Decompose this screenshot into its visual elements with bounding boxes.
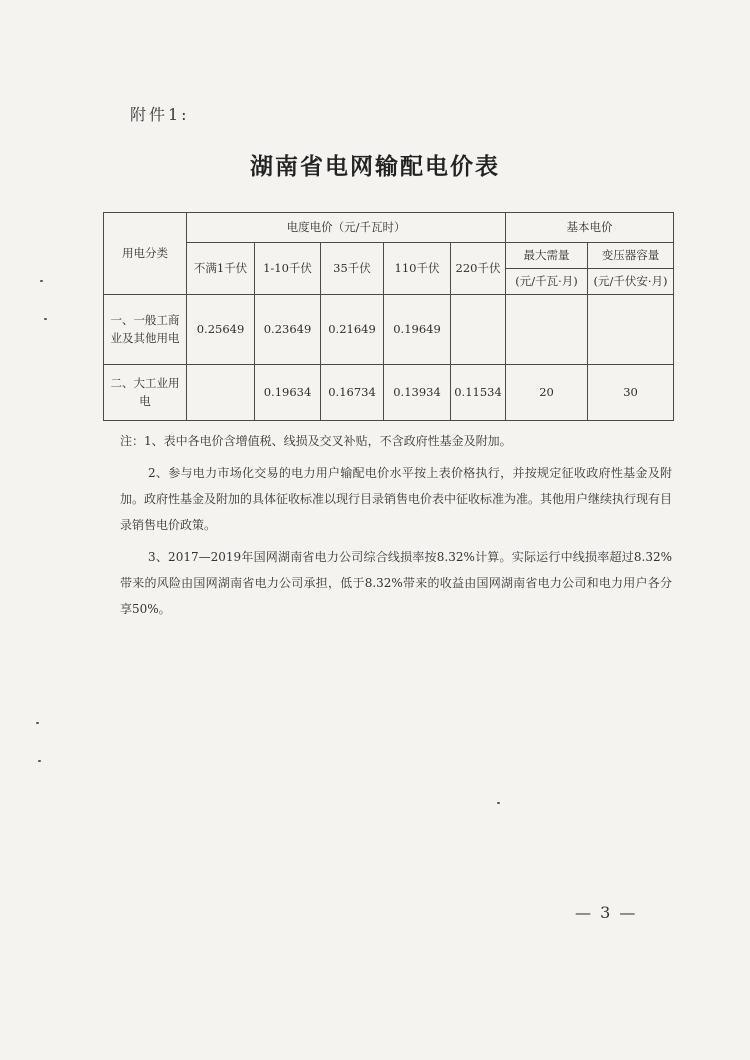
note-item: 3、2017—2019年国网湖南省电力公司综合线损率按8.32%计算。实际运行中线损率超过8.32%带来的风险由国网湖南省电力公司承担，低于8.32%带来的收益由国网湖南省电力公司和电力用户各分享50%。 [120, 550, 672, 616]
voltage-header: 220千伏 [451, 243, 506, 295]
notes-section [120, 428, 672, 628]
price-cell: 0.25649 [187, 295, 255, 365]
document-title: 湖南省电网输配电价表 [250, 153, 500, 180]
scan-speck [497, 802, 500, 804]
voltage-header: 1-10千伏 [255, 243, 321, 295]
price-cell: 0.13934 [384, 365, 451, 421]
basic-unit: (元/千瓦·月) [506, 269, 588, 295]
scan-speck [36, 722, 39, 724]
price-cell: 0.11534 [451, 365, 506, 421]
basic-subheader: 最大需量 [506, 243, 588, 269]
scan-speck [44, 318, 47, 320]
table-row [104, 295, 674, 365]
price-cell: 0.21649 [321, 295, 384, 365]
price-cell [187, 365, 255, 421]
voltage-header: 35千伏 [321, 243, 384, 295]
basic-cell [506, 295, 588, 365]
voltage-header: 不满1千伏 [187, 243, 255, 295]
basic-cell: 20 [506, 365, 588, 421]
attachment-label: 附件1: [130, 105, 190, 124]
scan-speck [40, 280, 43, 282]
price-cell: 0.23649 [255, 295, 321, 365]
basic-unit: (元/千伏安·月) [588, 269, 674, 295]
note-item: 2、参与电力市场化交易的电力用户输配电价水平按上表价格执行，并按规定征收政府性基金及附加。政府性基金及附加的具体征收标准以现行目录销售电价表中征收标准为准。其他用户继续执行现有目录销售电价政策。 [120, 466, 673, 532]
basic-price-header: 基本电价 [506, 213, 674, 243]
table-row [104, 365, 674, 421]
price-cell: 0.19634 [255, 365, 321, 421]
row-category: 一、一般工商业及其他用电 [104, 295, 187, 365]
category-header: 用电分类 [104, 213, 187, 295]
note-item: 注：1、表中各电价含增值税、线损及交叉补贴，不含政府性基金及附加。 [120, 434, 512, 448]
tariff-table [103, 212, 674, 421]
basic-cell: 30 [588, 365, 674, 421]
basic-cell [588, 295, 674, 365]
energy-price-header: 电度电价（元/千瓦时） [187, 213, 506, 243]
price-cell [451, 295, 506, 365]
page-number: — 3 — [575, 903, 638, 922]
voltage-header: 110千伏 [384, 243, 451, 295]
scan-speck [38, 760, 41, 762]
price-cell: 0.16734 [321, 365, 384, 421]
row-category: 二、大工业用电 [104, 365, 187, 421]
price-cell: 0.19649 [384, 295, 451, 365]
basic-subheader: 变压器容量 [588, 243, 674, 269]
